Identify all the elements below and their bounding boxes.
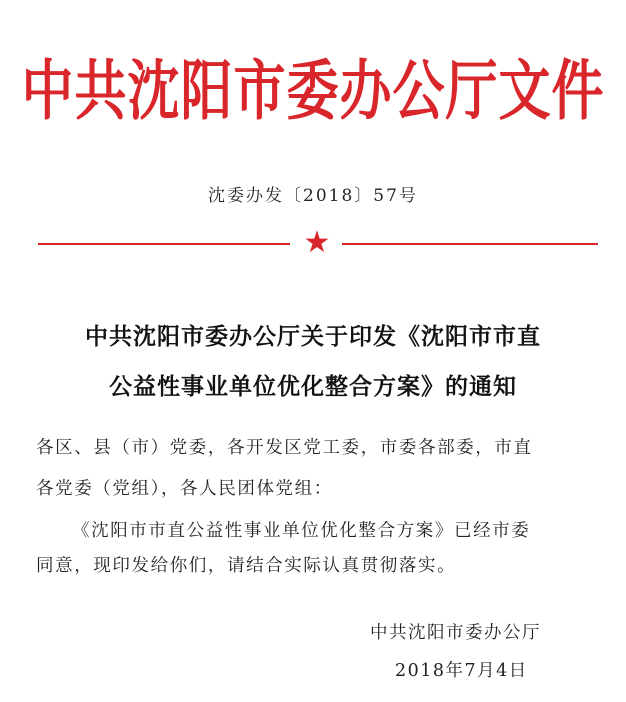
red-divider	[38, 225, 598, 260]
document-header-title: 中共沈阳市委办公厅文件	[21, 54, 605, 130]
notice-title-line-1: 中共沈阳市委办公厅关于印发《沈阳市市直	[85, 324, 541, 350]
divider-line-right	[342, 243, 598, 245]
divider-line-left	[38, 243, 290, 245]
body-paragraph-line-2: 同意，现印发给你们，请结合实际认真贯彻落实。	[36, 556, 457, 576]
issuer-signature: 中共沈阳市委办公厅	[370, 623, 541, 643]
issue-date: 2018年7月4日	[395, 661, 528, 681]
body-paragraph-line-1: 《沈阳市市直公益性事业单位优化整合方案》已经市委	[72, 521, 531, 541]
addressees-line-1: 各区、县（市）党委，各开发区党工委，市委各部委，市直	[36, 438, 533, 458]
document-number: 沈委办发〔2018〕57号	[208, 186, 418, 206]
notice-title-line-2: 公益性事业单位优化整合方案》的通知	[109, 374, 517, 400]
star-icon: ★	[303, 225, 331, 260]
addressees-line-2: 各党委（党组），各人民团体党组：	[36, 479, 333, 499]
